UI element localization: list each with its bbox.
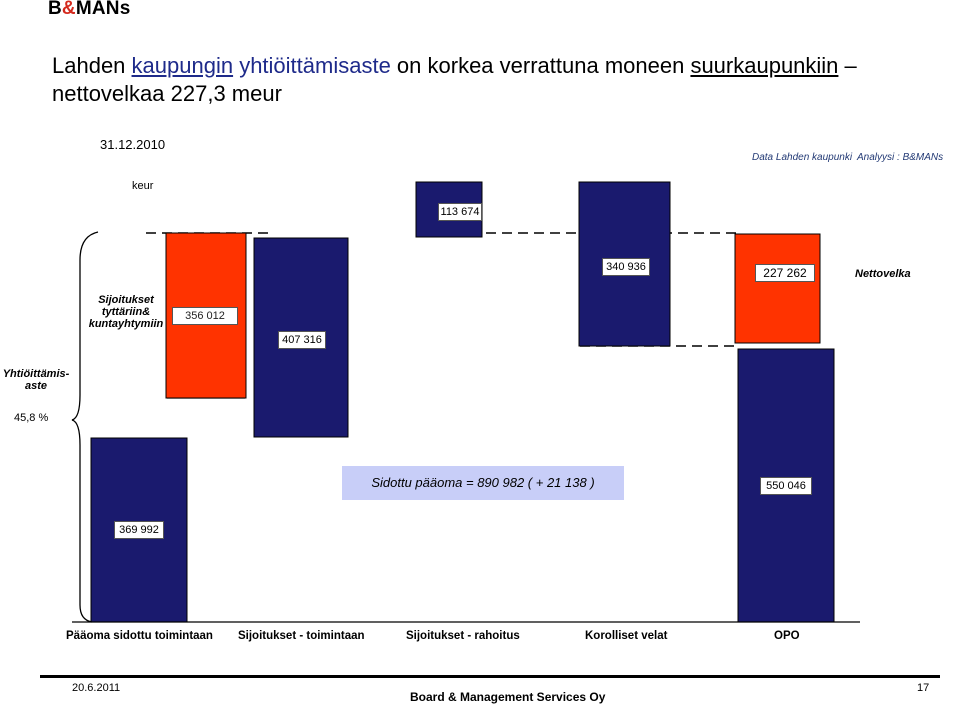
bar-label: 407 316 xyxy=(278,331,326,349)
data-source: Data Lahden kaupunki xyxy=(752,152,853,163)
investments-label: Sijoitukset tyttäriin& kuntayhtymiin xyxy=(88,294,164,330)
bar-label: 227 262 xyxy=(755,264,815,282)
callout-box: Sidottu pääoma = 890 982 ( + 21 138 ) xyxy=(342,466,624,500)
analysis-source: Analyysi : B&MANs xyxy=(857,152,944,163)
footer-divider xyxy=(40,675,940,678)
category-label: OPO xyxy=(774,630,800,642)
bar-label: 550 046 xyxy=(760,477,812,495)
category-label: Pääoma sidottu toimintaan xyxy=(66,630,213,642)
category-label: Sijoitukset - rahoitus xyxy=(406,630,520,642)
net-debt-label: Nettovelka xyxy=(855,268,911,280)
page-number: 17 xyxy=(917,682,930,694)
bar-label: 340 936 xyxy=(602,258,650,276)
bar-label: 356 012 xyxy=(172,307,238,325)
page-title: Lahden kaupungin yhtiöittämisaste on korkea verrattuna moneen suurkaupunkiin – nettovelkaa 227,3 meur xyxy=(52,53,857,106)
category-label: Korolliset velat xyxy=(585,630,668,642)
category-label: Sijoitukset - toimintaan xyxy=(238,630,365,642)
footer-date: 20.6.2011 xyxy=(72,682,121,694)
unit-label: keur xyxy=(132,180,154,192)
rate-label: Yhtiöittämis- aste xyxy=(2,368,70,392)
footer-company: Board & Management Services Oy xyxy=(410,690,606,704)
report-date: 31.12.2010 xyxy=(100,137,166,152)
bar-label: 113 674 xyxy=(438,203,482,221)
logo: B&MANs xyxy=(48,0,131,19)
bar-label: 369 992 xyxy=(114,521,164,539)
rate-value: 45,8 % xyxy=(14,412,49,424)
bar-227262 xyxy=(735,234,820,343)
